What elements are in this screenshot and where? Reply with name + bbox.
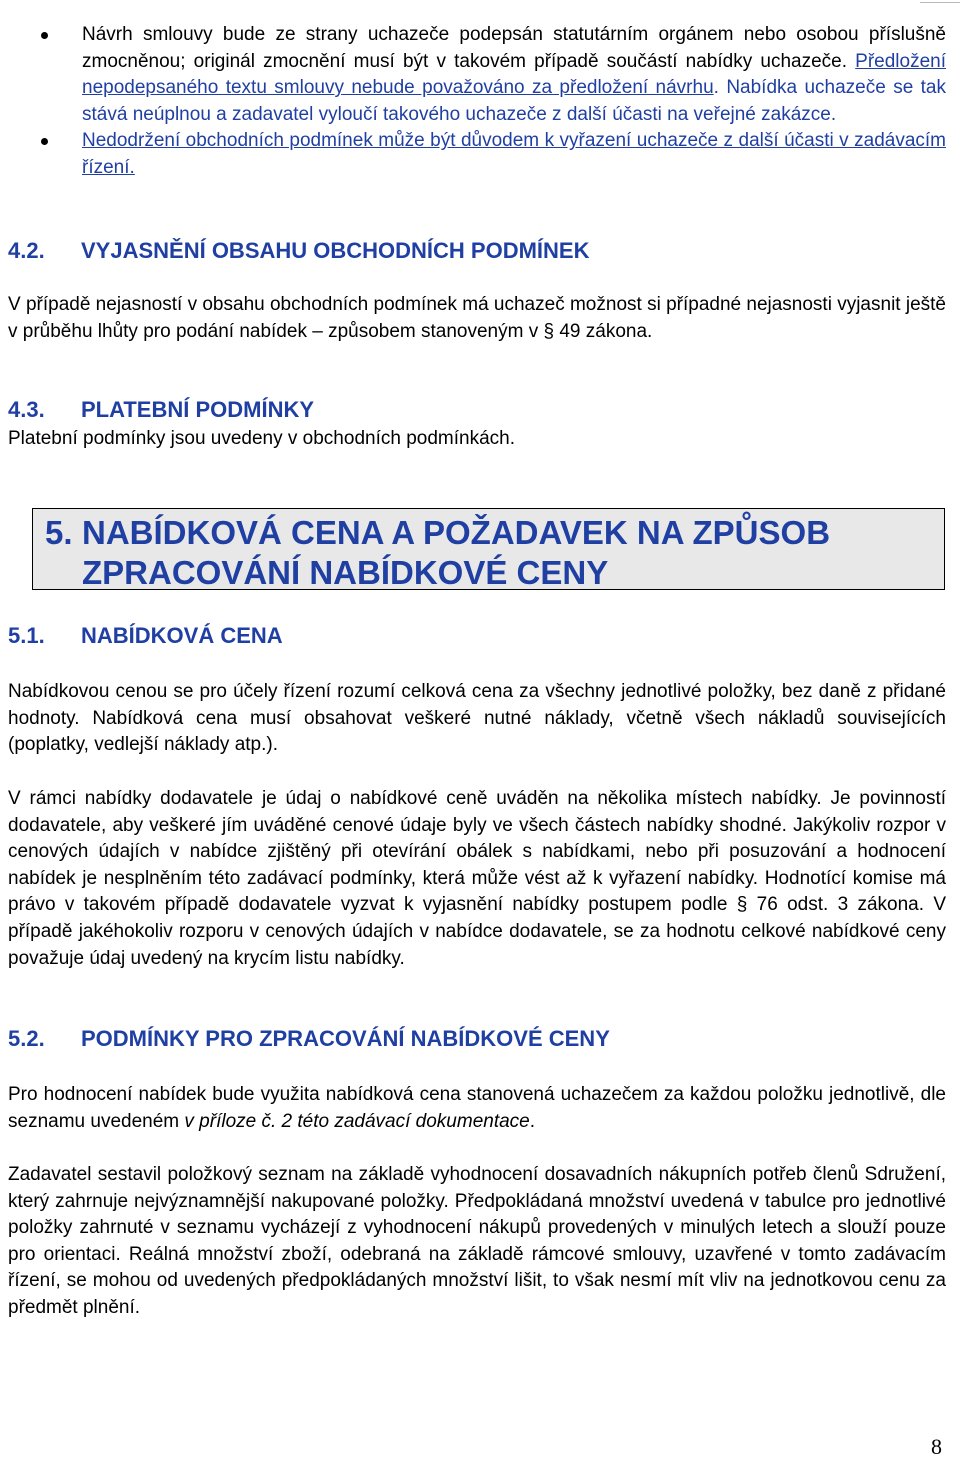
paragraph-clarification: V případě nejasností v obsahu obchodních podmínek má uchazeč možnost si případné nejasnosti vyjasnit ještě v průběhu lhůty pro podání nabídek – způsobem stanoveným v § 49 zákona. [8,294,946,342]
section-heading-5-1 [8,623,283,649]
section-number: 5.2. [8,1026,45,1051]
chapter-number: 5. [45,514,73,551]
bullet-icon [41,32,48,39]
text-run: . [529,1110,536,1132]
section-title: PODMÍNKY PRO ZPRACOVÁNÍ NABÍDKOVÉ CENY [81,1026,610,1051]
section-title: VYJASNĚNÍ OBSAHU OBCHODNÍCH PODMÍNEK [81,238,590,263]
bullet-list [8,22,946,182]
section-heading-5-2 [8,1026,610,1052]
text-run: Pro hodnocení nabídek bude využita nabídková cena stanovená uchazečem za každou položku jednotlivě, dle seznamu uvedeném [8,1084,946,1132]
section-title: NABÍDKOVÁ CENA [81,623,283,648]
section-number: 5.1. [8,623,45,648]
header-rule [920,2,960,3]
chapter-heading-5 [32,508,945,590]
bullet-text-underlined: Nedodržení obchodních podmínek může být důvodem k vyřazení uchazeče z další účasti v zadávacím řízení. [82,130,946,178]
bullet-item-contract-signature [8,22,946,128]
section-number: 4.2. [8,238,45,263]
bullet-icon [41,138,48,145]
paragraph-bid-price-definition: Nabídkovou cenou se pro účely řízení rozumí celková cena za všechny jednotlivé položky, bez daně z přidané hodnoty. Nabídková cena musí obsahovat veškeré nutné náklady, včetně všech nákladů souvisejících (poplatky, vedlejší náklady atp.). [8,681,946,756]
paragraph-item-list: Zadavatel sestavil položkový seznam na základě vyhodnocení dosavadních nákupních potřeb členů Sdružení, který zahrnuje nejvýznamnější nakupované položky. Předpokládaná množství uvedená v tabulce pro jednotlivé položky zahrnuté v seznamu vycházejí z vyhodnocení nákupů provedených v minulých letech a slouží pouze pro orientaci. Reálná množství zboží, odebraná na základě rámcové smlouvy, uzavřené v tomto zadávacím řízení, se mohou od uvedených předpokládaných množství lišit, to však nesmí mít vliv na jednotkovou cenu za předmět plnění. [8,1164,946,1318]
section-heading-4-3 [8,397,314,423]
paragraph-price-consistency: V rámci nabídky dodavatele je údaj o nabídkové ceně uváděn na několika místech nabídky. Je povinností dodavatele, aby veškeré jím uváděné cenové údaje byly ve všech částech nabídky shodné. Jakýkoliv rozpor v cenových údajích v nabídce zjištěný při otevírání obálek s nabídkami, nebo při posuzování a hodnocení nabídek je nesplněním této zadávací podmínky, která může vést až k vyřazení nabídky. Hodnotící komise má právo v takovém případě dodavatele vyzvat k vyjasnění nabídky postupem podle § 76 odst. 3 zákona. V případě jakéhokoliv rozporu v cenových údajích v nabídce dodavatele, se za hodnotu celkové nabídkové ceny považuje údaj uvedený na krycím listu nabídky. [8,788,946,969]
bullet-item-noncompliance [8,128,946,181]
paragraph-evaluation-price [8,1082,946,1135]
bullet-text: Návrh smlouvy bude ze strany uchazeče podepsán statutárním orgánem nebo osobou příslušně zmocněnou; originál zmocnění musí být v takovém případě součástí nabídky uchazeče. [82,24,946,72]
section-heading-4-2 [8,238,590,264]
attachment-reference: v příloze č. 2 této zadávací dokumentace [184,1110,530,1132]
bullet-text-underlined: Předložení nepodepsaného textu smlouvy nebude považováno za předložení návrhu [82,50,946,99]
bullet-text-blue: . Nabídka uchazeče se tak stává neúplnou a zadavatel vyloučí takového uchazeče z další účasti na veřejné zakázce. [82,77,946,125]
chapter-title-line1: NABÍDKOVÁ CENA A POŽADAVEK NA ZPŮSOB [82,514,831,551]
section-title: PLATEBNÍ PODMÍNKY [81,397,315,422]
page-number: 8 [931,1434,942,1459]
section-number: 4.3. [8,397,45,422]
paragraph-payment-terms: Platební podmínky jsou uvedeny v obchodních podmínkách. [8,428,515,449]
chapter-title-line2: ZPRACOVÁNÍ NABÍDKOVÉ CENY [82,554,609,591]
